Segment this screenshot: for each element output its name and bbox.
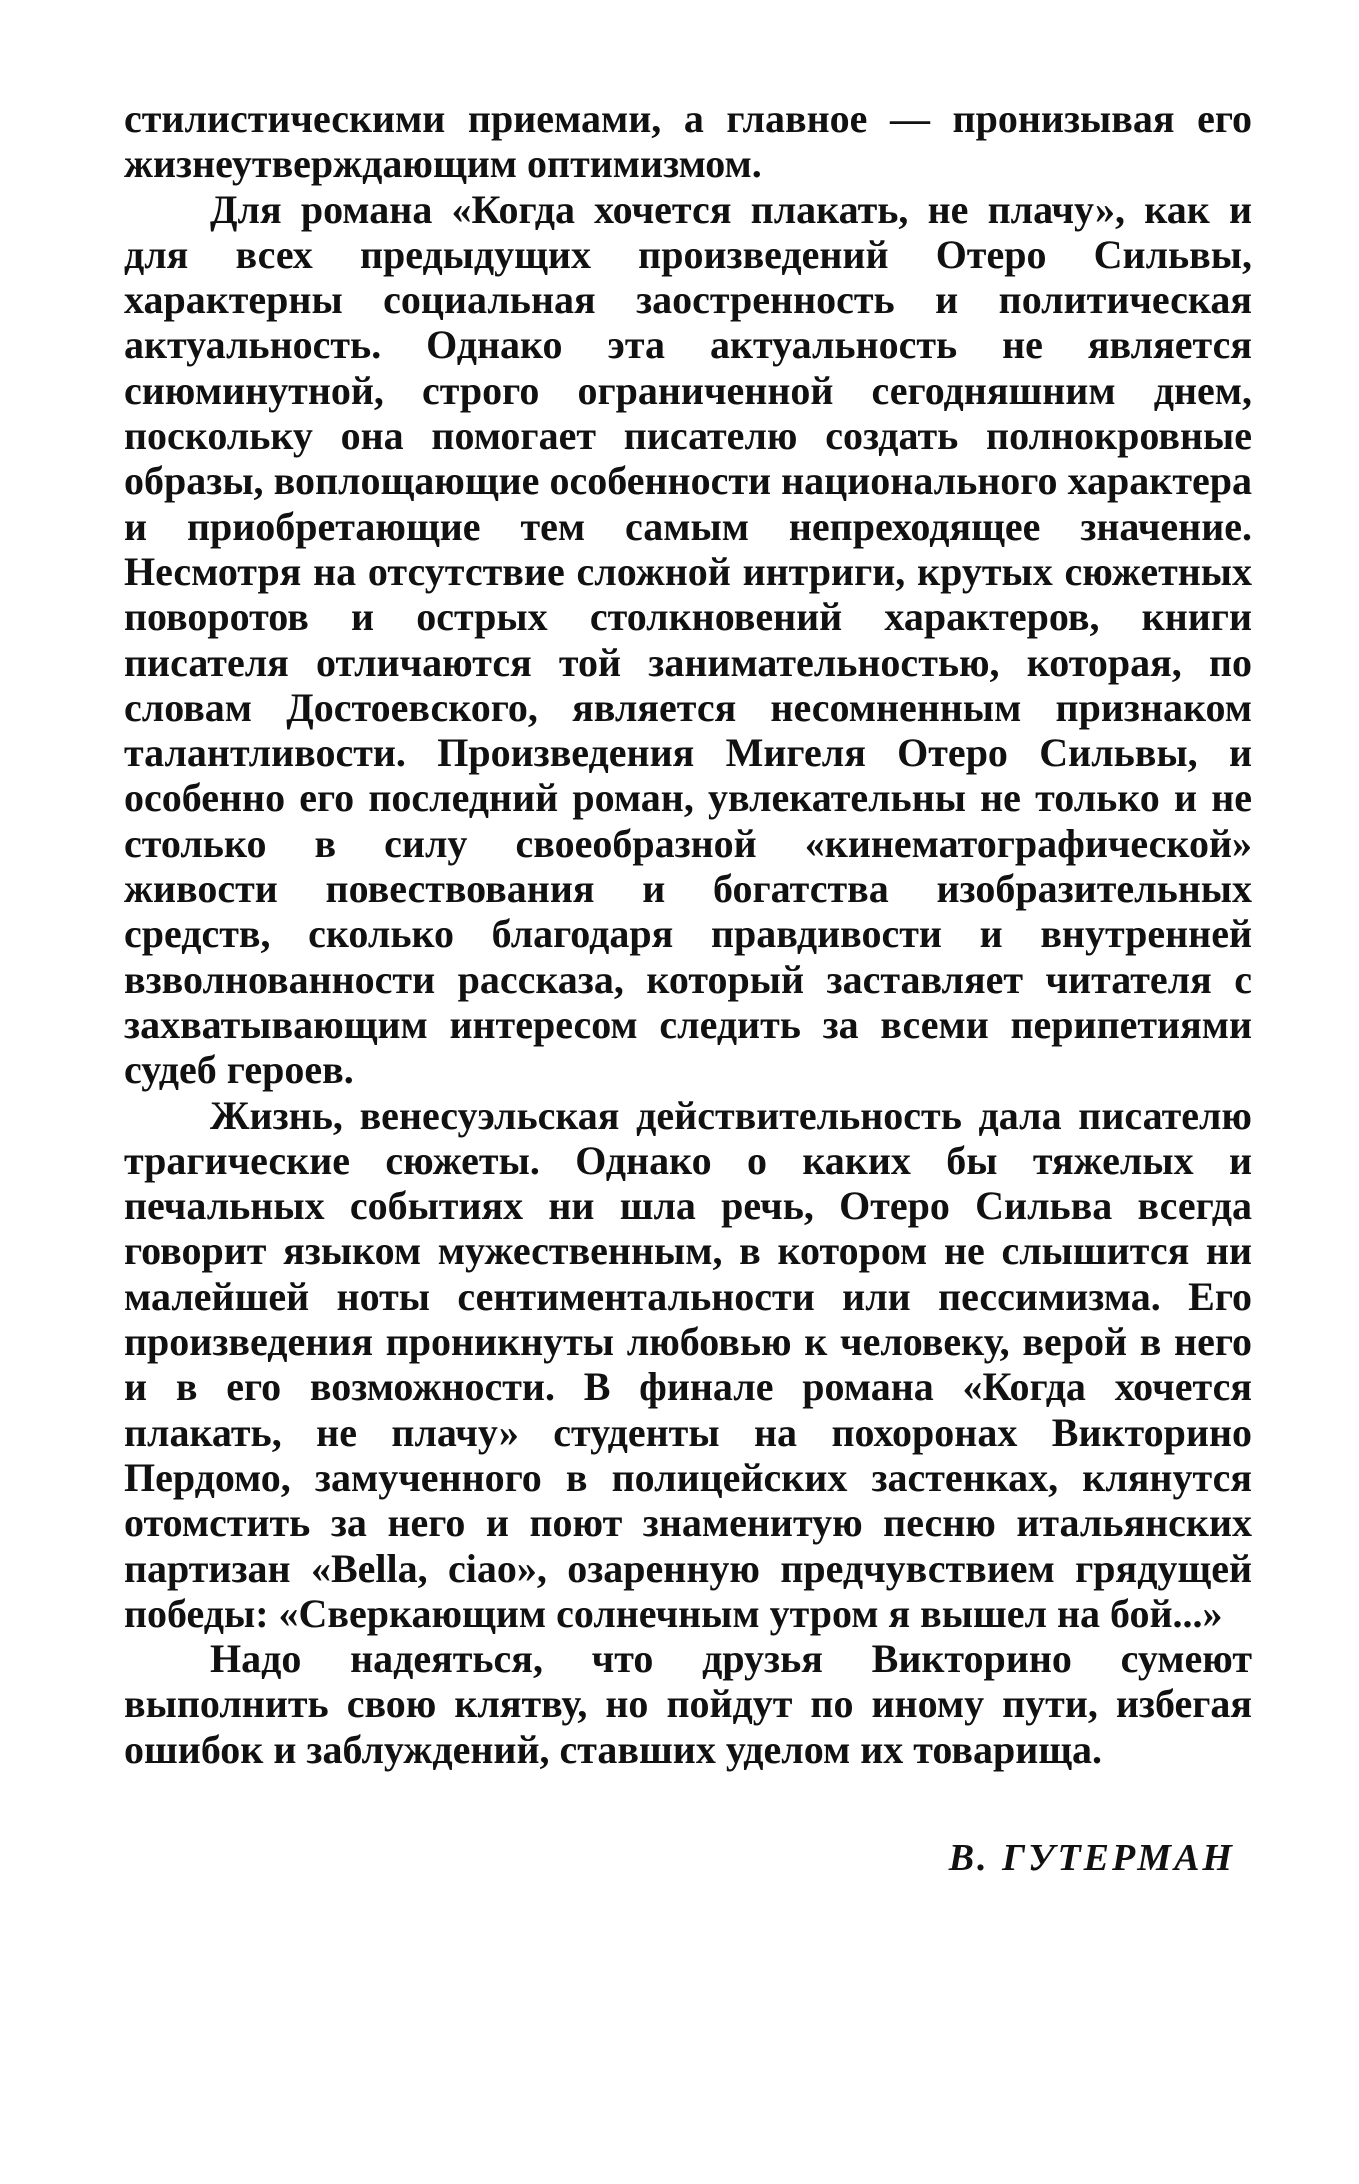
paragraph-novel-characteristics: Для романа «Когда хочется плакать, не плачу», как и для всех предыдущих произведений Отеро Сильвы, характерны социальная заостренность и политическая актуальность. Однако эта актуальность не является сиюминутной, строго ограниченной сегодняшним днем, поскольку она помогает писателю создать полнокровные образы, воплощающие особенности национального характера и приобретающие тем самым непреходящее значение. Несмотря на отсутствие сложной интриги, крутых сюжетных поворотов и острых столкновений характеров, книги писателя отличаются той занимательностью, которая, по словам Достоевского, является несомненным признаком талантливости. Произведения Мигеля Отеро Сильвы, и особенно его последний роман, увлекательны не только и не столько в силу своеобразной «кинематографической» живости повествования и богатства изобразительных средств, сколько благодаря правдивости и внутренней взволнованности рассказа, который заставляет читателя с захватывающим интересом следить за всеми перипетиями судеб героев. [124, 186, 1252, 1093]
paragraph-continuation: стилистическими приемами, а главное — пронизывая его жизнеутверждающим оптимизмом. [124, 96, 1252, 187]
author-signature: В. ГУТЕРМАН [948, 1837, 1235, 1879]
paragraph-venezuelan-reality: Жизнь, венесуэльская действительность дала писателю трагические сюжеты. Однако о каких бы тяжелых и печальных событиях ни шла речь, Отеро Сильва всегда говорит языком мужественным, в котором не слышится ни малейшей ноты сентиментальности или пессимизма. Его произведения проникнуты любовью к человеку, верой в него и в его возможности. В финале романа «Когда хочется плакать, не плачу» студенты на похоронах Викторино Пердомо, замученного в полицейских застенках, клянутся отомстить за него и поют знаменитую песню итальянских партизан «Bella, ciao», озаренную предчувствием грядущей победы: «Сверкающим солнечным утром я вышел на бой...» [124, 1092, 1252, 1636]
text-body [124, 96, 1252, 1772]
paragraph-closing: Надо надеяться, что друзья Викторино сумеют выполнить свою клятву, но пойдут по иному пути, избегая ошибок и заблуждений, ставших уделом их товарища. [124, 1636, 1252, 1772]
